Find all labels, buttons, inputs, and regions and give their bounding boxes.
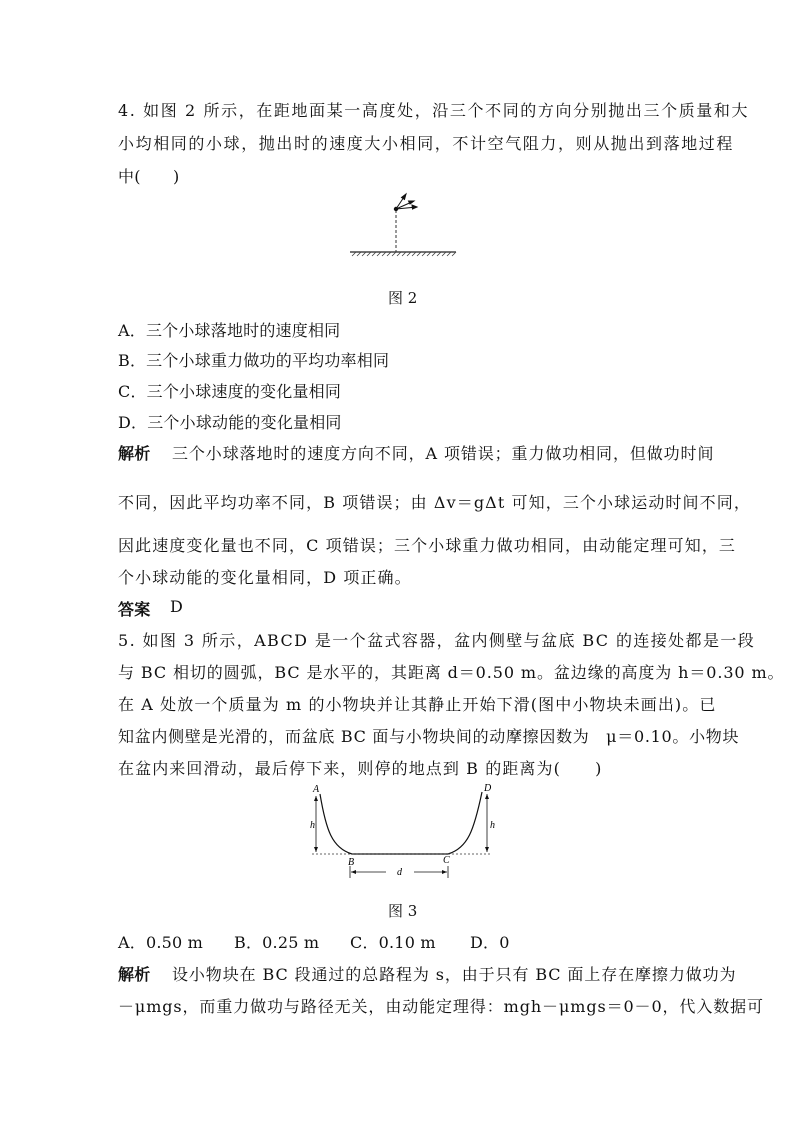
q4-stem-line-2: 小均相同的小球，抛出时的速度大小相同，不计空气阻力，则从抛出到落地过程	[118, 134, 735, 153]
label-d-length: d	[397, 867, 402, 878]
q5-analysis-line-2: －μmgs，而重力做功与路径无关，由动能定理得：mgh－μmgs＝0－0，代入数据可	[118, 997, 764, 1016]
q4-option-d: D．三个小球动能的变化量相同	[118, 413, 342, 432]
q4-option-c: C．三个小球速度的变化量相同	[118, 382, 342, 401]
figure-3-caption: 图 3	[388, 902, 418, 920]
q5-stem-line-5: 在盆内来回滑动，最后停下来，则停的地点到 B 的距离为( )	[118, 759, 603, 778]
q5-analysis-line-1: 设小物块在 BC 段通过的总路程为 s，由于只有 BC 面上存在摩擦力做功为	[172, 965, 737, 984]
q5-stem-line-1: 5. 如图 3 所示，ABCD 是一个盆式容器，盆内侧壁与盆底 BC 的连接处都是一段	[118, 631, 756, 650]
q4-analysis-line-3: 因此速度变化量也不同，C 项错误；三个小球重力做功相同，由动能定理可知，三	[118, 536, 737, 555]
figure-2-caption: 图 2	[388, 289, 418, 307]
q4-analysis-line-1: 三个小球落地时的速度方向不同，A 项错误；重力做功相同，但做功时间	[172, 444, 715, 463]
figure-2-diagram	[340, 190, 470, 260]
label-a: A	[313, 784, 320, 795]
q5-option-a: A．0.50 m	[118, 933, 204, 952]
label-c: C	[443, 855, 450, 866]
q4-answer-value: D	[170, 597, 184, 616]
q4-answer-label: 答案	[118, 600, 151, 619]
ground-hatching	[352, 252, 456, 256]
velocity-arrows	[396, 194, 417, 209]
q4-stem-line-1: 4. 如图 2 所示，在距地面某一高度处，沿三个不同的方向分别抛出三个质量和大	[118, 101, 750, 120]
q4-option-a: A．三个小球落地时的速度相同	[118, 321, 341, 340]
q5-option-b: B．0.25 m	[234, 933, 320, 952]
q4-analysis-label: 解析	[118, 444, 151, 463]
q5-option-c: C．0.10 m	[350, 933, 436, 952]
label-h-left: h	[310, 820, 315, 831]
figure-3-diagram	[306, 782, 502, 882]
q5-option-d: D．0	[470, 933, 510, 952]
q4-stem-line-3: 中( )	[118, 167, 180, 186]
container-profile	[320, 792, 482, 854]
q5-analysis-label: 解析	[118, 965, 151, 984]
q4-analysis-line-2: 不同，因此平均功率不同，B 项错误；由 Δv＝gΔt 可知，三个小球运动时间不同，	[118, 493, 751, 512]
q4-analysis-line-4: 个小球动能的变化量相同，D 项正确。	[118, 568, 412, 587]
label-d: D	[484, 783, 492, 794]
q5-stem-line-3: 在 A 处放一个质量为 m 的小物块并让其静止开始下滑(图中小物块未画出)。已	[118, 695, 717, 714]
q5-stem-line-2: 与 BC 相切的圆弧，BC 是水平的，其距离 d＝0.50 m。盆边缘的高度为 h＝0.30 m。	[118, 663, 785, 682]
label-b: B	[348, 857, 355, 868]
q4-option-b: B．三个小球重力做功的平均功率相同	[118, 351, 390, 370]
q5-stem-line-4: 知盆内侧壁是光滑的，而盆底 BC 面与小物块间的动摩擦因数为 μ＝0.10。小物块	[118, 727, 740, 746]
label-h-right: h	[490, 820, 495, 831]
